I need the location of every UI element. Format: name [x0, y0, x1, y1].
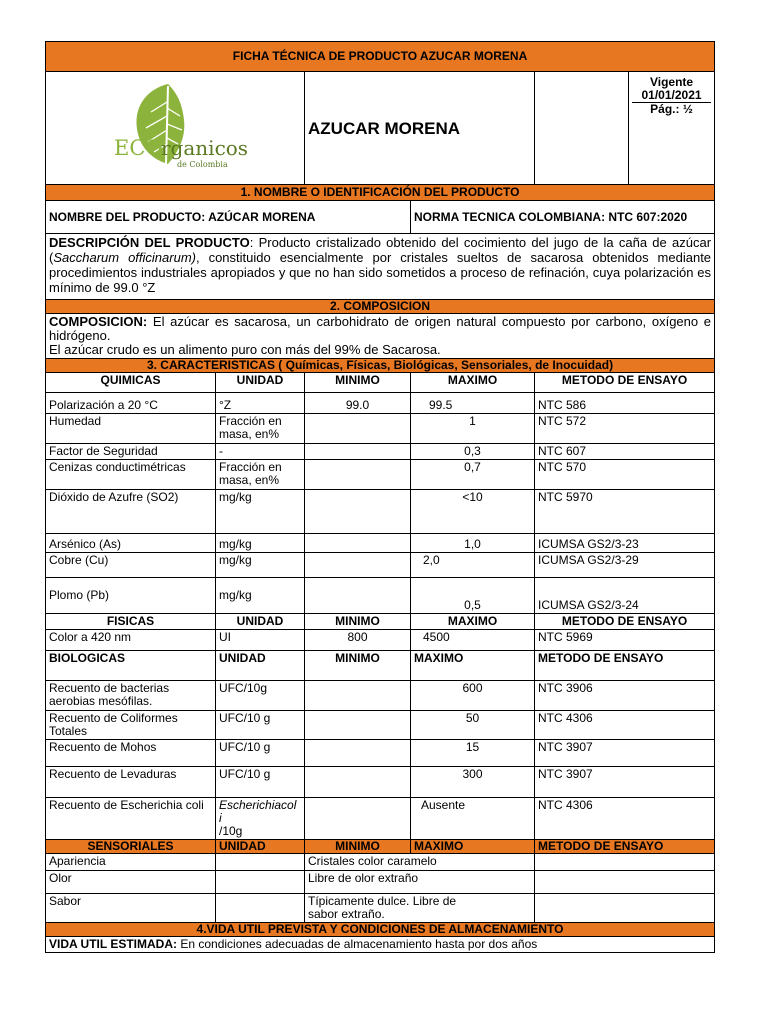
document-title: FICHA TÉCNICA DE PRODUCTO AZUCAR MORENA — [46, 42, 715, 72]
param-min: 99.0 — [305, 393, 411, 414]
description-italic: Saccharum officinarum) — [53, 250, 196, 265]
table-row — [46, 871, 715, 894]
table-row — [46, 798, 715, 840]
param-max: 300 — [411, 767, 535, 798]
composition-text-2: El azúcar crudo es un alimento puro con más del 99% de Sacarosa. — [49, 342, 441, 357]
param-name: Arsénico (As) — [46, 534, 216, 553]
param-unit — [216, 871, 305, 894]
param-unit — [216, 894, 305, 923]
param-method: NTC 607 — [535, 444, 715, 460]
param-max: 600 — [411, 681, 535, 711]
page-number: Pág.: ½ — [650, 102, 693, 116]
param-unit — [216, 854, 305, 871]
param-method: ICUMSA GS2/3-24 — [535, 578, 715, 614]
vigente-cell — [629, 72, 715, 185]
param-name: Recuento de bacterias aerobias mesófilas. — [46, 681, 216, 711]
param-min — [305, 553, 411, 578]
param-min — [305, 711, 411, 740]
param-method: NTC 586 — [535, 393, 715, 414]
ecoli-unit-rest: /10g — [219, 824, 243, 838]
table-row — [46, 460, 715, 490]
param-range: Típicamente dulce. Libre de sabor extraño. — [305, 894, 535, 923]
param-max: 2,0 — [411, 553, 535, 578]
table-row — [46, 578, 715, 614]
param-method: NTC 570 — [535, 460, 715, 490]
param-method — [535, 894, 715, 923]
table-row — [46, 767, 715, 798]
description-text-2: , constituido esencialmente por cristales sueltos de sacarosa obtenidos mediante procedimientos industriales apropiados y que no han sido sometidos a proceso de refinación, cuya polarización es mínimo de 99.0 °Z — [49, 250, 712, 295]
minimo-header: MINIMO — [305, 840, 411, 854]
metodo-header: METODO DE ENSAYO — [535, 614, 715, 630]
param-max: 1,0 — [411, 534, 535, 553]
table-row — [46, 711, 715, 740]
param-max: 0,5 — [411, 578, 535, 614]
ecoli-unit-italic-2: i — [219, 811, 222, 825]
composition-text-1: El azúcar es sacarosa, un carbohidrato de origen natural compuesto por carbono, oxígeno e hidrógeno. — [49, 314, 712, 343]
minimo-header: MINIMO — [305, 651, 411, 681]
ecoli-unit-italic: Escherichiacol — [219, 798, 297, 812]
param-unit — [216, 798, 305, 840]
table-row — [46, 444, 715, 460]
table-row — [46, 630, 715, 651]
minimo-header: MINIMO — [305, 614, 411, 630]
param-name: Plomo (Pb) — [46, 578, 216, 614]
unidad-header: UNIDAD — [216, 840, 305, 854]
param-unit: - — [216, 444, 305, 460]
table-row — [46, 681, 715, 711]
param-name: Recuento de Mohos — [46, 740, 216, 767]
param-unit: °Z — [216, 393, 305, 414]
sensoriales-header: SENSORIALES — [46, 840, 216, 854]
param-max: <10 — [411, 490, 535, 534]
param-unit: UFC/10 g — [216, 740, 305, 767]
product-description — [46, 234, 715, 300]
description-label: DESCRIPCIÓN DEL PRODUCTO — [49, 235, 250, 250]
param-min: 800 — [305, 630, 411, 651]
param-name: Polarización a 20 °C — [46, 393, 216, 414]
param-min — [305, 534, 411, 553]
param-max: 4500 — [411, 630, 535, 651]
table-row — [46, 740, 715, 767]
metodo-header: METODO DE ENSAYO — [535, 651, 715, 681]
maximo-header: MAXIMO — [411, 614, 535, 630]
metodo-header: METODO DE ENSAYO — [535, 373, 715, 393]
param-name: Color a 420 nm — [46, 630, 216, 651]
unidad-header: UNIDAD — [216, 373, 305, 393]
shelf-life-label: VIDA UTIL ESTIMADA: — [49, 937, 177, 951]
param-unit: UI — [216, 630, 305, 651]
param-unit: mg/kg — [216, 490, 305, 534]
table-row — [46, 553, 715, 578]
param-unit: UFC/10 g — [216, 767, 305, 798]
section-3-title: 3. CARACTERISTICAS ( Químicas, Físicas, Biológicas, Sensoriales, de Inocuidad) — [46, 359, 715, 373]
param-method — [535, 854, 715, 871]
param-name: Cobre (Cu) — [46, 553, 216, 578]
param-max: 0,3 — [411, 444, 535, 460]
param-max: 0,7 — [411, 460, 535, 490]
param-method: NTC 572 — [535, 414, 715, 444]
param-name: Cenizas conductimétricas — [46, 460, 216, 490]
param-min — [305, 578, 411, 614]
shelf-life-text: En condiciones adecuadas de almacenamiento hasta por dos años — [177, 937, 538, 951]
param-unit: mg/kg — [216, 534, 305, 553]
spec-table — [45, 41, 715, 953]
minimo-header: MINIMO — [305, 373, 411, 393]
param-range: Cristales color caramelo — [305, 854, 535, 871]
param-name: Recuento de Levaduras — [46, 767, 216, 798]
vigente-date: 01/01/2021 — [632, 89, 711, 103]
param-min — [305, 460, 411, 490]
logo-organicos-text: rganicos — [161, 136, 249, 160]
param-range: Libre de olor extraño — [305, 871, 535, 894]
table-row — [46, 854, 715, 871]
param-max: 15 — [411, 740, 535, 767]
param-method: NTC 5970 — [535, 490, 715, 534]
product-big-title: AZUCAR MORENA — [305, 72, 535, 185]
description-text-1: : Producto cristalizado obtenido del cocimiento del jugo de la caña de azúcar ( — [49, 235, 712, 265]
table-row — [46, 490, 715, 534]
param-method — [535, 871, 715, 894]
logo-eco-text: ECO — [114, 136, 163, 160]
param-method: NTC 3907 — [535, 767, 715, 798]
param-unit: Fracción en masa, en% — [216, 460, 305, 490]
composition-label: COMPOSICION: — [49, 314, 148, 329]
param-unit: UFC/10g — [216, 681, 305, 711]
norma-tecnica: NORMA TECNICA COLOMBIANA: NTC 607:2020 — [411, 201, 715, 234]
param-method: NTC 3906 — [535, 681, 715, 711]
table-row — [46, 393, 715, 414]
composition-text — [46, 314, 715, 359]
param-method: NTC 5969 — [535, 630, 715, 651]
param-min — [305, 444, 411, 460]
table-row — [46, 414, 715, 444]
param-max: Ausente — [411, 798, 535, 840]
param-method: ICUMSA GS2/3-29 — [535, 553, 715, 578]
param-min — [305, 681, 411, 711]
param-name: Olor — [46, 871, 216, 894]
param-name: Sabor — [46, 894, 216, 923]
param-name: Apariencia — [46, 854, 216, 871]
param-method: NTC 4306 — [535, 711, 715, 740]
product-data-sheet — [45, 41, 714, 953]
param-name: Factor de Seguridad — [46, 444, 216, 460]
blank-cell — [535, 72, 629, 185]
unidad-header: UNIDAD — [216, 651, 305, 681]
param-unit: Fracción en masa, en% — [216, 414, 305, 444]
param-min — [305, 414, 411, 444]
section-4-title: 4.VIDA UTIL PREVISTA Y CONDICIONES DE ALMACENAMIENTO — [46, 923, 715, 937]
param-max: 99.5 — [411, 393, 535, 414]
param-unit: mg/kg — [216, 578, 305, 614]
section-2-title: 2. COMPOSICION — [46, 300, 715, 314]
param-min — [305, 798, 411, 840]
param-min — [305, 740, 411, 767]
table-row — [46, 534, 715, 553]
metodo-header: METODO DE ENSAYO — [535, 840, 715, 854]
param-min — [305, 490, 411, 534]
param-name: Recuento de Coliformes Totales — [46, 711, 216, 740]
biologicas-header: BIOLOGICAS — [46, 651, 216, 681]
param-name: Dióxido de Azufre (SO2) — [46, 490, 216, 534]
param-unit: mg/kg — [216, 553, 305, 578]
maximo-header: MAXIMO — [411, 373, 535, 393]
logo-colombia-text: de Colombia — [177, 160, 228, 169]
maximo-header: MAXIMO — [411, 651, 535, 681]
param-max: 50 — [411, 711, 535, 740]
param-method: ICUMSA GS2/3-23 — [535, 534, 715, 553]
logo-cell — [46, 72, 305, 185]
vigente-label: Vigente — [649, 75, 694, 89]
shelf-life — [46, 937, 715, 953]
product-name: NOMBRE DEL PRODUCTO: AZÚCAR MORENA — [46, 201, 411, 234]
table-row — [46, 894, 715, 923]
param-min — [305, 767, 411, 798]
param-name: Recuento de Escherichia coli — [46, 798, 216, 840]
fisicas-header: FISICAS — [46, 614, 216, 630]
section-1-title: 1. NOMBRE O IDENTIFICACIÓN DEL PRODUCTO — [46, 185, 715, 201]
maximo-header: MAXIMO — [411, 840, 535, 854]
param-method: NTC 3907 — [535, 740, 715, 767]
param-name: Humedad — [46, 414, 216, 444]
param-method: NTC 4306 — [535, 798, 715, 840]
quimicas-header: QUIMICAS — [46, 373, 216, 393]
unidad-header: UNIDAD — [216, 614, 305, 630]
param-max: 1 — [411, 414, 535, 444]
ecorganicos-logo — [46, 72, 271, 181]
param-unit: UFC/10 g — [216, 711, 305, 740]
